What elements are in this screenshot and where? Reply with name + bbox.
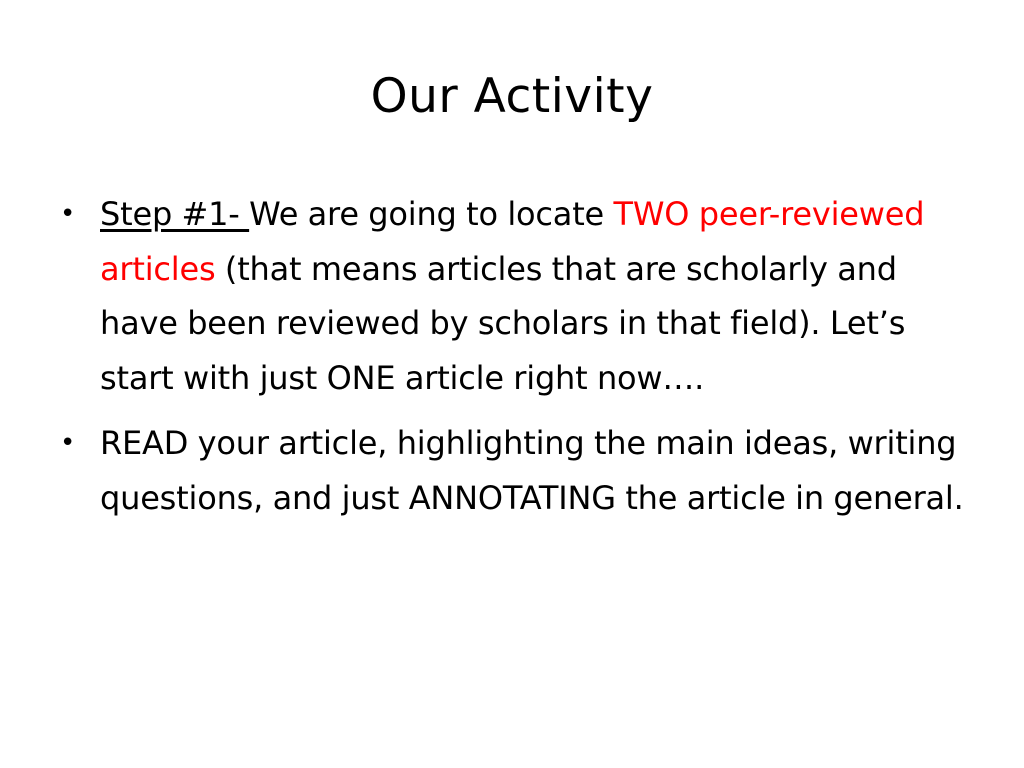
bullet-list <box>60 187 980 536</box>
bullet-icon: • <box>60 428 76 458</box>
bullet-text: READ your article, highlighting the main ideas, writing questions, and just ANNOTATING the article in general. <box>100 424 964 517</box>
bullet-item-read <box>60 416 980 525</box>
slide-title: Our Activity <box>370 69 654 124</box>
highlighted-text: TWO peer-reviewed articles <box>100 195 925 288</box>
bullet-item-step-1 <box>60 187 980 405</box>
bullet-text-after: (that means articles that are scholarly and have been reviewed by scholars in that field). Let’s start with just ONE article right now…. <box>100 249 906 397</box>
bullet-text-before: We are going to locate <box>249 195 614 233</box>
step-label: Step #1- <box>100 195 250 233</box>
bullet-icon: • <box>60 199 76 229</box>
